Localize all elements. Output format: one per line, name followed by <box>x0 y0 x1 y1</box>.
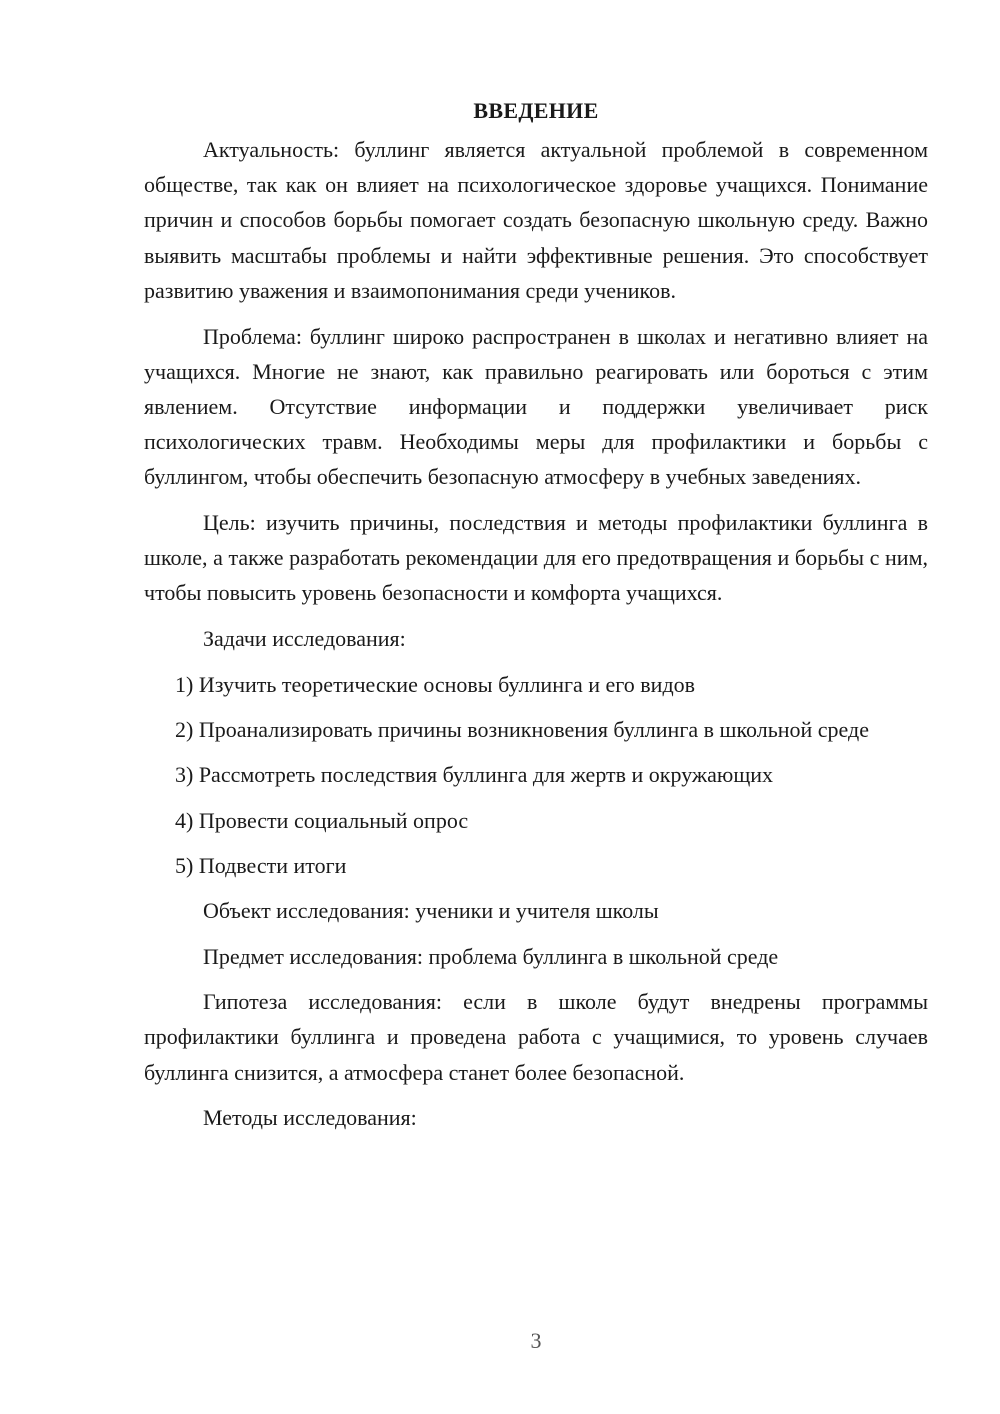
page-number: 3 <box>530 1328 542 1353</box>
task-item: 2) Проанализировать причины возникновения буллинга в школьной среде <box>175 716 869 742</box>
tasks-list <box>144 667 928 884</box>
task-item: 3) Рассмотреть последствия буллинга для жертв и окружающих <box>175 762 774 788</box>
section-title: ВВЕДЕНИЕ <box>473 98 599 123</box>
task-item: 1) Изучить теоретические основы буллинга и его видов <box>175 671 696 697</box>
paragraph-subject: Предмет исследования: проблема буллинга в школьной среде <box>203 943 779 969</box>
document-page <box>144 93 928 1146</box>
tasks-heading: Задачи исследования: <box>203 626 406 652</box>
task-item: 4) Провести социальный опрос <box>175 807 469 833</box>
paragraph-object: Объект исследования: ученики и учителя школы <box>203 898 659 924</box>
paragraph-hypothesis: Гипотеза исследования: если в школе будут внедрены программы профилактики буллинга и проведена работа с учащимися, то уровень случаев буллинга снизится, а атмосфера станет более безопасной. <box>144 989 928 1085</box>
paragraph-goal: Цель: изучить причины, последствия и методы профилактики буллинга в школе, а также разработать рекомендации для его предотвращения и борьбы с ним, чтобы повысить уровень безопасности и комфорта учащихся. <box>144 510 928 606</box>
methods-heading: Методы исследования: <box>203 1105 417 1131</box>
paragraph-relevance: Актуальность: буллинг является актуальной проблемой в современном обществе, так как он влияет на психологическое здоровье учащихся. Понимание причин и способов борьбы помогает создать безопасную школьную среду. Важно выявить масштабы проблемы и найти эффективные решения. Это способствует развитию уважения и взаимопонимания среди учеников. <box>144 137 928 303</box>
task-item: 5) Подвести итоги <box>175 853 347 879</box>
paragraph-problem: Проблема: буллинг широко распространен в школах и негативно влияет на учащихся. Многие не знают, как правильно реагировать или бороться с этим явлением. Отсутствие информации и поддержки увеличивает риск психологических травм. Необходимы меры для профилактики и борьбы с буллингом, чтобы обеспечить безопасную атмосферу в учебных заведениях. <box>144 323 928 490</box>
